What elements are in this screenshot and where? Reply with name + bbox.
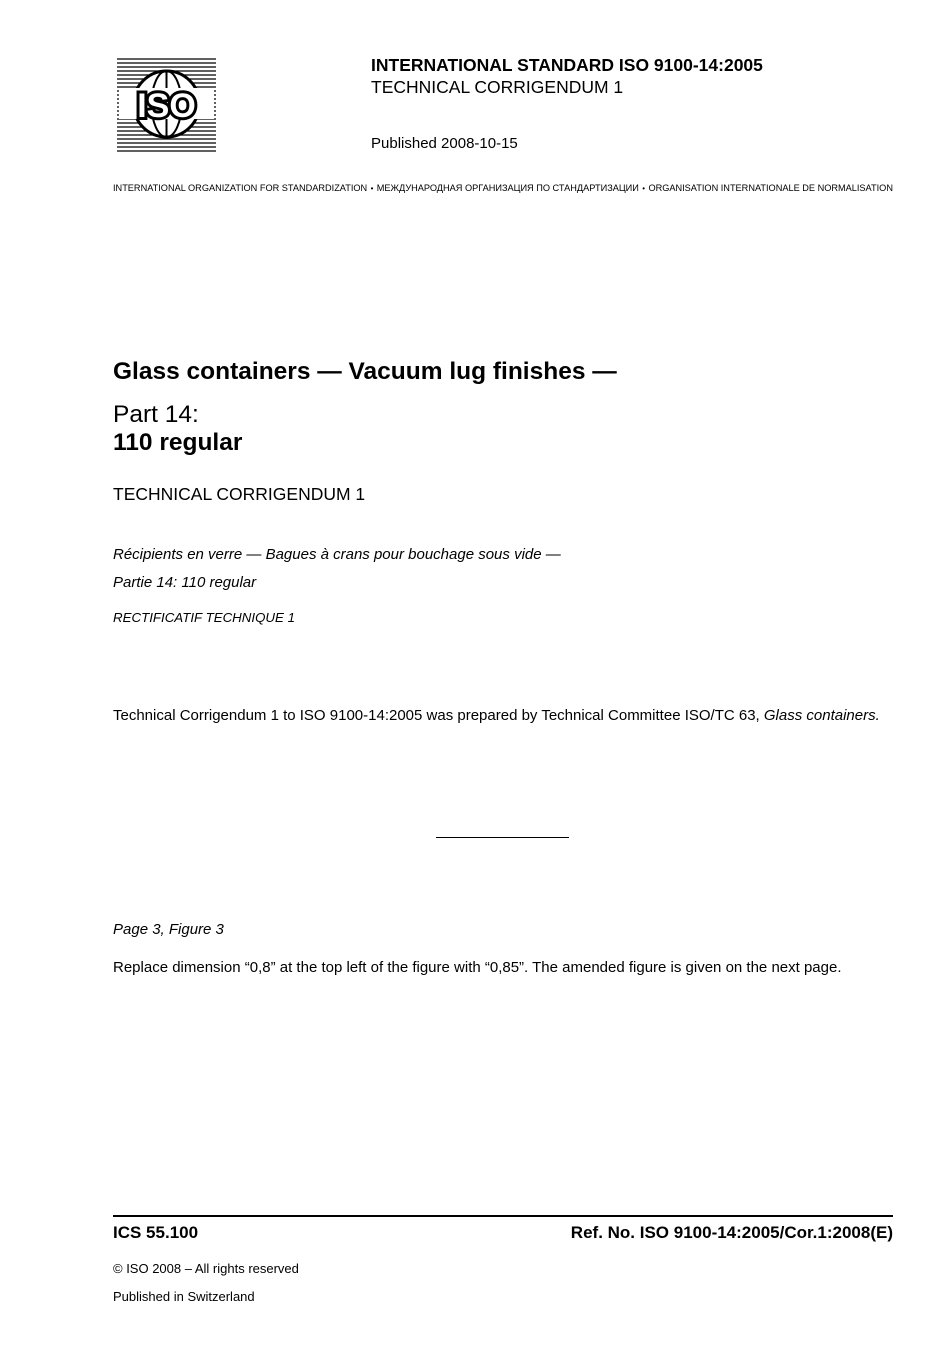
bullet-separator: • xyxy=(642,183,646,193)
published-in: Published in Switzerland xyxy=(113,1289,255,1304)
org-name-ru: МЕЖДУНАРОДНАЯ ОРГАНИЗАЦИЯ ПО СТАНДАРТИЗАЦИИ xyxy=(376,183,639,193)
correction-text: Replace dimension “0,8” at the top left of the figure with “0,85”. The amended figure is given on the next page. xyxy=(113,959,842,976)
standard-title: INTERNATIONAL STANDARD ISO 9100-14:2005 xyxy=(371,55,763,75)
standard-subtitle: TECHNICAL CORRIGENDUM 1 xyxy=(371,77,624,97)
copyright: © ISO 2008 – All rights reserved xyxy=(113,1261,299,1276)
org-name-en: INTERNATIONAL ORGANIZATION FOR STANDARDIZATION xyxy=(113,183,368,193)
french-part: Partie 14: 110 regular xyxy=(113,574,257,591)
committee-name: Glass containers. xyxy=(763,707,880,724)
separator-line xyxy=(436,837,569,838)
corrigendum-label: TECHNICAL CORRIGENDUM 1 xyxy=(113,484,366,504)
document-title: Glass containers — Vacuum lug finishes — xyxy=(113,358,617,385)
preparation-text: Technical Corrigendum 1 to ISO 9100-14:2005 was prepared by Technical Committee ISO/TC 63, xyxy=(113,707,764,724)
french-corrigendum: RECTIFICATIF TECHNIQUE 1 xyxy=(113,610,295,625)
published-date: Published 2008-10-15 xyxy=(371,135,518,152)
iso-logo xyxy=(117,57,216,152)
correction-location: Page 3, Figure 3 xyxy=(113,921,224,938)
part-number: Part 14: xyxy=(113,401,199,428)
french-title: Récipients en verre — Bagues à crans pour bouchage sous vide — xyxy=(113,546,561,563)
part-name: 110 regular xyxy=(113,429,243,456)
ics-code: ICS 55.100 xyxy=(113,1223,199,1242)
preparation-paragraph xyxy=(113,706,893,725)
reference-number: Ref. No. ISO 9100-14:2005/Cor.1:2008(E) xyxy=(570,1223,893,1242)
footer-rule xyxy=(113,1215,893,1217)
bullet-separator: • xyxy=(370,183,374,193)
organization-names xyxy=(113,183,893,193)
iso-logo-text: ISO xyxy=(137,87,196,125)
org-name-fr: ORGANISATION INTERNATIONALE DE NORMALISATION xyxy=(648,183,893,193)
